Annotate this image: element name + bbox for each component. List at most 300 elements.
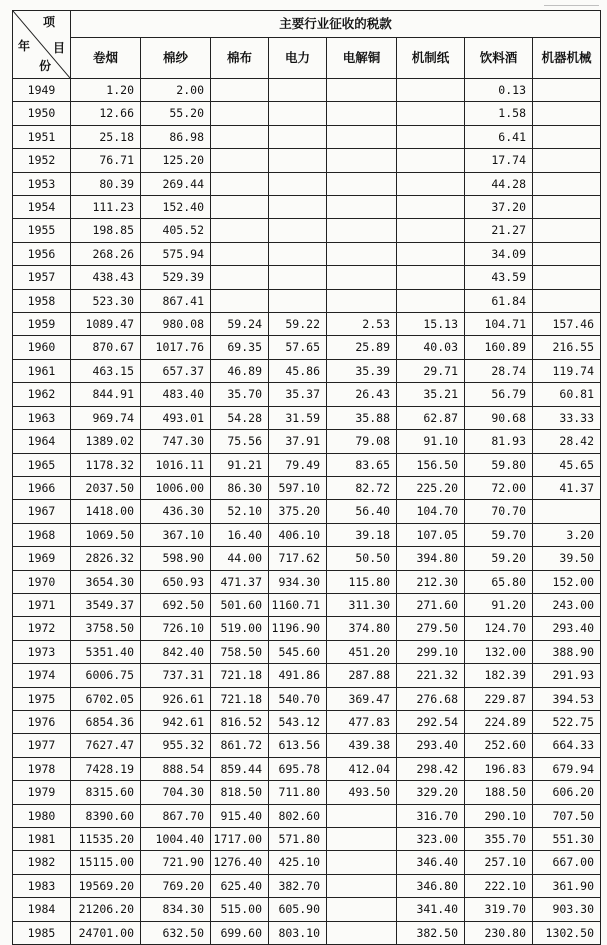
value-cell: 62.87 <box>397 406 465 429</box>
table-row <box>13 359 601 382</box>
value-cell <box>211 242 269 265</box>
year-cell: 1984 <box>13 898 71 921</box>
value-cell <box>533 289 601 312</box>
year-cell: 1965 <box>13 453 71 476</box>
table-row <box>13 336 601 359</box>
corner-label-fen: 份 <box>39 59 52 73</box>
value-cell: 1069.50 <box>71 523 141 546</box>
year-cell: 1975 <box>13 687 71 710</box>
value-cell: 692.50 <box>141 593 211 616</box>
value-cell: 196.83 <box>465 757 533 780</box>
table-row <box>13 242 601 265</box>
value-cell <box>327 79 397 102</box>
value-cell: 229.87 <box>465 687 533 710</box>
value-cell: 436.30 <box>141 500 211 523</box>
value-cell: 405.52 <box>141 219 211 242</box>
value-cell: 1717.00 <box>211 828 269 851</box>
value-cell: 323.00 <box>397 828 465 851</box>
value-cell: 816.52 <box>211 710 269 733</box>
value-cell <box>327 804 397 827</box>
value-cell: 613.56 <box>269 734 327 757</box>
value-cell: 35.39 <box>327 359 397 382</box>
value-cell <box>397 172 465 195</box>
value-cell <box>211 79 269 102</box>
value-cell: 224.89 <box>465 710 533 733</box>
value-cell: 104.71 <box>465 313 533 336</box>
value-cell: 44.28 <box>465 172 533 195</box>
value-cell: 271.60 <box>397 593 465 616</box>
value-cell: 980.08 <box>141 313 211 336</box>
value-cell: 1160.71 <box>269 593 327 616</box>
value-cell: 955.32 <box>141 734 211 757</box>
table-row <box>13 804 601 827</box>
value-cell: 35.21 <box>397 383 465 406</box>
value-cell: 679.94 <box>533 757 601 780</box>
table-row <box>13 266 601 289</box>
value-cell <box>211 196 269 219</box>
value-cell: 394.53 <box>533 687 601 710</box>
value-cell: 292.54 <box>397 710 465 733</box>
corner-label-year: 年 <box>18 39 31 53</box>
value-cell: 152.40 <box>141 196 211 219</box>
value-cell: 711.80 <box>269 781 327 804</box>
table-row <box>13 710 601 733</box>
value-cell: 969.74 <box>71 406 141 429</box>
value-cell: 65.80 <box>465 570 533 593</box>
value-cell: 252.60 <box>465 734 533 757</box>
column-header: 电解铜 <box>327 38 397 79</box>
table-row <box>13 289 601 312</box>
year-cell: 1981 <box>13 828 71 851</box>
value-cell: 225.20 <box>397 476 465 499</box>
value-cell: 299.10 <box>397 640 465 663</box>
value-cell: 842.40 <box>141 640 211 663</box>
value-cell: 72.00 <box>465 476 533 499</box>
value-cell: 369.47 <box>327 687 397 710</box>
table-row <box>13 523 601 546</box>
value-cell: 726.10 <box>141 617 211 640</box>
value-cell: 222.10 <box>465 874 533 897</box>
value-cell <box>533 242 601 265</box>
value-cell: 39.50 <box>533 547 601 570</box>
value-cell <box>269 266 327 289</box>
value-cell: 19569.20 <box>71 874 141 897</box>
value-cell: 737.31 <box>141 664 211 687</box>
value-cell: 650.93 <box>141 570 211 593</box>
value-cell: 52.10 <box>211 500 269 523</box>
value-cell: 70.70 <box>465 500 533 523</box>
value-cell: 293.40 <box>397 734 465 757</box>
value-cell: 6.41 <box>465 125 533 148</box>
column-header: 棉纱 <box>141 38 211 79</box>
year-cell: 1973 <box>13 640 71 663</box>
value-cell: 758.50 <box>211 640 269 663</box>
year-cell: 1957 <box>13 266 71 289</box>
year-cell: 1978 <box>13 757 71 780</box>
value-cell <box>397 79 465 102</box>
value-cell: 104.70 <box>397 500 465 523</box>
page-edge-mark <box>544 0 599 6</box>
value-cell: 21206.20 <box>71 898 141 921</box>
year-cell: 1969 <box>13 547 71 570</box>
value-cell: 543.12 <box>269 710 327 733</box>
value-cell: 182.39 <box>465 664 533 687</box>
value-cell: 551.30 <box>533 828 601 851</box>
value-cell: 859.44 <box>211 757 269 780</box>
value-cell: 24701.00 <box>71 921 141 944</box>
value-cell: 2037.50 <box>71 476 141 499</box>
value-cell: 463.15 <box>71 359 141 382</box>
table-row <box>13 547 601 570</box>
year-cell: 1980 <box>13 804 71 827</box>
value-cell: 529.39 <box>141 266 211 289</box>
value-cell: 216.55 <box>533 336 601 359</box>
value-cell: 56.79 <box>465 383 533 406</box>
value-cell: 1418.00 <box>71 500 141 523</box>
year-cell: 1958 <box>13 289 71 312</box>
value-cell: 59.70 <box>465 523 533 546</box>
value-cell: 61.84 <box>465 289 533 312</box>
value-cell <box>327 921 397 944</box>
corner-label-mu: 目 <box>53 41 66 55</box>
value-cell <box>533 79 601 102</box>
column-header: 机器机械 <box>533 38 601 79</box>
value-cell: 276.68 <box>397 687 465 710</box>
value-cell <box>397 266 465 289</box>
value-cell: 37.20 <box>465 196 533 219</box>
year-cell: 1982 <box>13 851 71 874</box>
value-cell <box>327 149 397 172</box>
value-cell <box>327 898 397 921</box>
column-header: 电力 <box>269 38 327 79</box>
value-cell: 90.68 <box>465 406 533 429</box>
table-row <box>13 851 601 874</box>
value-cell <box>533 219 601 242</box>
table-row <box>13 664 601 687</box>
value-cell: 59.22 <box>269 313 327 336</box>
value-cell: 657.37 <box>141 359 211 382</box>
value-cell: 412.04 <box>327 757 397 780</box>
value-cell: 699.60 <box>211 921 269 944</box>
table-row <box>13 79 601 102</box>
value-cell: 451.20 <box>327 640 397 663</box>
value-cell <box>533 102 601 125</box>
year-cell: 1976 <box>13 710 71 733</box>
value-cell: 522.75 <box>533 710 601 733</box>
value-cell: 519.00 <box>211 617 269 640</box>
value-cell: 1389.02 <box>71 430 141 453</box>
value-cell: 721.90 <box>141 851 211 874</box>
value-cell <box>327 874 397 897</box>
value-cell: 152.00 <box>533 570 601 593</box>
value-cell: 17.74 <box>465 149 533 172</box>
value-cell: 439.38 <box>327 734 397 757</box>
value-cell <box>533 149 601 172</box>
table-row <box>13 476 601 499</box>
value-cell <box>327 125 397 148</box>
value-cell: 355.70 <box>465 828 533 851</box>
value-cell <box>269 196 327 219</box>
column-header-row <box>13 38 601 79</box>
value-cell: 59.80 <box>465 453 533 476</box>
value-cell: 79.49 <box>269 453 327 476</box>
value-cell: 44.00 <box>211 547 269 570</box>
value-cell: 86.98 <box>141 125 211 148</box>
value-cell: 493.01 <box>141 406 211 429</box>
value-cell: 41.37 <box>533 476 601 499</box>
value-cell: 721.18 <box>211 664 269 687</box>
value-cell: 298.42 <box>397 757 465 780</box>
value-cell <box>397 102 465 125</box>
value-cell: 598.90 <box>141 547 211 570</box>
value-cell: 37.91 <box>269 430 327 453</box>
value-cell: 867.41 <box>141 289 211 312</box>
value-cell: 45.86 <box>269 359 327 382</box>
value-cell: 279.50 <box>397 617 465 640</box>
table-row <box>13 219 601 242</box>
value-cell <box>269 125 327 148</box>
value-cell: 493.50 <box>327 781 397 804</box>
value-cell <box>397 289 465 312</box>
value-cell: 6006.75 <box>71 664 141 687</box>
year-cell: 1972 <box>13 617 71 640</box>
value-cell: 26.43 <box>327 383 397 406</box>
value-cell <box>327 102 397 125</box>
value-cell: 257.10 <box>465 851 533 874</box>
table-row <box>13 593 601 616</box>
table-row <box>13 149 601 172</box>
value-cell <box>533 125 601 148</box>
value-cell: 803.10 <box>269 921 327 944</box>
value-cell: 293.40 <box>533 617 601 640</box>
table-row <box>13 874 601 897</box>
year-cell: 1970 <box>13 570 71 593</box>
value-cell: 515.00 <box>211 898 269 921</box>
value-cell: 1.20 <box>71 79 141 102</box>
value-cell: 867.70 <box>141 804 211 827</box>
value-cell: 57.65 <box>269 336 327 359</box>
table-row <box>13 453 601 476</box>
value-cell <box>269 242 327 265</box>
value-cell: 915.40 <box>211 804 269 827</box>
tax-table-container <box>12 10 600 945</box>
value-cell: 212.30 <box>397 570 465 593</box>
value-cell: 1178.32 <box>71 453 141 476</box>
table-row <box>13 196 601 219</box>
value-cell: 40.03 <box>397 336 465 359</box>
value-cell: 707.50 <box>533 804 601 827</box>
value-cell: 25.89 <box>327 336 397 359</box>
value-cell: 111.23 <box>71 196 141 219</box>
value-cell: 540.70 <box>269 687 327 710</box>
value-cell: 91.10 <box>397 430 465 453</box>
value-cell: 3549.37 <box>71 593 141 616</box>
value-cell: 243.00 <box>533 593 601 616</box>
year-cell: 1985 <box>13 921 71 944</box>
value-cell: 382.50 <box>397 921 465 944</box>
value-cell: 942.61 <box>141 710 211 733</box>
value-cell: 477.83 <box>327 710 397 733</box>
value-cell <box>533 500 601 523</box>
column-header: 棉布 <box>211 38 269 79</box>
value-cell <box>269 172 327 195</box>
value-cell: 316.70 <box>397 804 465 827</box>
value-cell: 361.90 <box>533 874 601 897</box>
value-cell: 388.90 <box>533 640 601 663</box>
value-cell <box>269 219 327 242</box>
value-cell <box>397 219 465 242</box>
value-cell <box>533 196 601 219</box>
value-cell: 80.39 <box>71 172 141 195</box>
value-cell: 8390.60 <box>71 804 141 827</box>
value-cell: 39.18 <box>327 523 397 546</box>
value-cell: 132.00 <box>465 640 533 663</box>
corner-label-item: 项 <box>43 15 56 29</box>
value-cell <box>269 79 327 102</box>
value-cell: 59.20 <box>465 547 533 570</box>
year-cell: 1967 <box>13 500 71 523</box>
value-cell: 667.00 <box>533 851 601 874</box>
value-cell: 3654.30 <box>71 570 141 593</box>
value-cell: 1016.11 <box>141 453 211 476</box>
value-cell: 15.13 <box>397 313 465 336</box>
value-cell <box>397 125 465 148</box>
value-cell <box>327 828 397 851</box>
value-cell: 1196.90 <box>269 617 327 640</box>
value-cell: 717.62 <box>269 547 327 570</box>
value-cell: 3758.50 <box>71 617 141 640</box>
value-cell: 35.88 <box>327 406 397 429</box>
value-cell: 704.30 <box>141 781 211 804</box>
year-cell: 1964 <box>13 430 71 453</box>
year-cell: 1959 <box>13 313 71 336</box>
value-cell: 269.44 <box>141 172 211 195</box>
value-cell: 870.67 <box>71 336 141 359</box>
value-cell <box>269 102 327 125</box>
value-cell: 2.53 <box>327 313 397 336</box>
table-row <box>13 102 601 125</box>
value-cell: 291.93 <box>533 664 601 687</box>
value-cell: 319.70 <box>465 898 533 921</box>
value-cell: 571.80 <box>269 828 327 851</box>
table-row <box>13 921 601 944</box>
value-cell <box>327 219 397 242</box>
value-cell: 769.20 <box>141 874 211 897</box>
value-cell: 545.60 <box>269 640 327 663</box>
value-cell <box>211 266 269 289</box>
value-cell: 695.78 <box>269 757 327 780</box>
value-cell: 311.30 <box>327 593 397 616</box>
value-cell: 56.40 <box>327 500 397 523</box>
value-cell: 55.20 <box>141 102 211 125</box>
value-cell: 29.71 <box>397 359 465 382</box>
value-cell: 861.72 <box>211 734 269 757</box>
value-cell <box>327 196 397 219</box>
year-cell: 1962 <box>13 383 71 406</box>
corner-header-cell <box>13 11 71 79</box>
value-cell: 625.40 <box>211 874 269 897</box>
value-cell: 287.88 <box>327 664 397 687</box>
year-cell: 1955 <box>13 219 71 242</box>
value-cell: 3.20 <box>533 523 601 546</box>
value-cell: 7428.19 <box>71 757 141 780</box>
value-cell: 597.10 <box>269 476 327 499</box>
value-cell: 268.26 <box>71 242 141 265</box>
value-cell: 6702.05 <box>71 687 141 710</box>
value-cell <box>533 172 601 195</box>
value-cell: 76.71 <box>71 149 141 172</box>
value-cell: 1017.76 <box>141 336 211 359</box>
value-cell <box>211 172 269 195</box>
value-cell: 329.20 <box>397 781 465 804</box>
year-cell: 1971 <box>13 593 71 616</box>
value-cell: 1302.50 <box>533 921 601 944</box>
value-cell: 721.18 <box>211 687 269 710</box>
value-cell: 230.80 <box>465 921 533 944</box>
column-header: 机制纸 <box>397 38 465 79</box>
value-cell: 28.42 <box>533 430 601 453</box>
value-cell: 35.37 <box>269 383 327 406</box>
table-row <box>13 898 601 921</box>
value-cell: 374.80 <box>327 617 397 640</box>
value-cell: 664.33 <box>533 734 601 757</box>
value-cell: 124.70 <box>465 617 533 640</box>
table-row <box>13 828 601 851</box>
value-cell: 501.60 <box>211 593 269 616</box>
value-cell: 2.00 <box>141 79 211 102</box>
value-cell: 406.10 <box>269 523 327 546</box>
value-cell <box>397 242 465 265</box>
value-cell: 12.66 <box>71 102 141 125</box>
value-cell: 523.30 <box>71 289 141 312</box>
value-cell: 60.81 <box>533 383 601 406</box>
value-cell <box>533 266 601 289</box>
value-cell: 91.21 <box>211 453 269 476</box>
year-cell: 1951 <box>13 125 71 148</box>
year-cell: 1960 <box>13 336 71 359</box>
value-cell: 575.94 <box>141 242 211 265</box>
value-cell: 747.30 <box>141 430 211 453</box>
value-cell: 471.37 <box>211 570 269 593</box>
industry-tax-table <box>12 10 601 945</box>
value-cell: 83.65 <box>327 453 397 476</box>
value-cell: 6854.36 <box>71 710 141 733</box>
value-cell: 31.59 <box>269 406 327 429</box>
value-cell: 28.74 <box>465 359 533 382</box>
value-cell <box>327 172 397 195</box>
table-row <box>13 734 601 757</box>
value-cell: 46.89 <box>211 359 269 382</box>
value-cell: 341.40 <box>397 898 465 921</box>
value-cell: 346.80 <box>397 874 465 897</box>
value-cell <box>211 289 269 312</box>
table-row <box>13 687 601 710</box>
value-cell: 59.24 <box>211 313 269 336</box>
column-header: 饮料酒 <box>465 38 533 79</box>
value-cell: 82.72 <box>327 476 397 499</box>
table-row <box>13 172 601 195</box>
table-row <box>13 430 601 453</box>
year-cell: 1949 <box>13 79 71 102</box>
year-cell: 1977 <box>13 734 71 757</box>
value-cell: 605.90 <box>269 898 327 921</box>
table-row <box>13 383 601 406</box>
value-cell: 8315.60 <box>71 781 141 804</box>
value-cell: 156.50 <box>397 453 465 476</box>
group-title: 主要行业征收的税款 <box>71 11 601 38</box>
value-cell: 188.50 <box>465 781 533 804</box>
table-row <box>13 500 601 523</box>
